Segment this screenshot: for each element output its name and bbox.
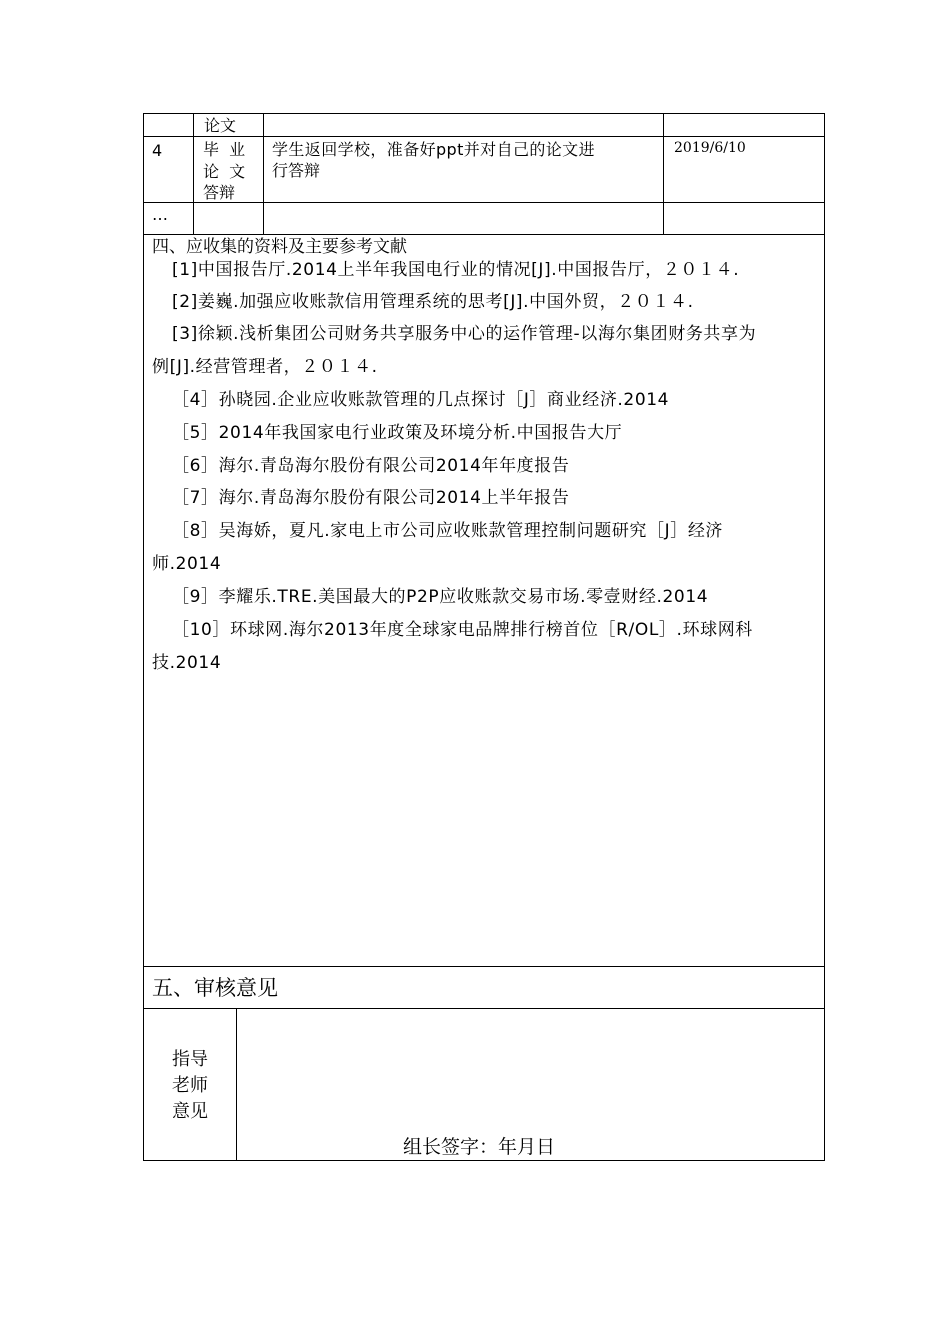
reference-item-continued: 师.2014 bbox=[152, 554, 222, 574]
reference-item: [3]徐颖.浅析集团公司财务共享服务中心的运作管理-以海尔集团财务共享为 bbox=[172, 324, 757, 344]
row-number: 4 bbox=[152, 141, 163, 160]
advisor-label bbox=[166, 1047, 214, 1125]
reference-item: ［10］环球网.海尔2013年度全球家电品牌排行榜首位［R/OL］.环球网科 bbox=[172, 620, 753, 640]
reference-item-continued: 技.2014 bbox=[152, 653, 222, 673]
advisor-label-line: 老师 bbox=[172, 1075, 208, 1096]
reference-item: ［9］李耀乐.TRE.美国最大的P2P应收账款交易市场.零壹财经.2014 bbox=[172, 587, 709, 607]
content-cell-line: 行答辩 bbox=[272, 161, 321, 180]
advisor-label-line: 指导 bbox=[172, 1049, 208, 1070]
signature-line: 组长签字：年月日 bbox=[403, 1136, 556, 1158]
stage-cell-line: 毕 业 bbox=[203, 140, 246, 159]
stage-cell-line: 论 文 bbox=[203, 162, 246, 181]
section-heading: 四、应收集的资料及主要参考文献 bbox=[152, 237, 407, 257]
content-cell-line: 学生返回学校，准备好ppt并对自己的论文进 bbox=[272, 140, 595, 159]
stage-cell-line: 答辩 bbox=[203, 183, 236, 202]
reference-item: ［8］吴海娇，夏凡.家电上市公司应收账款管理控制问题研究［J］经济 bbox=[172, 521, 724, 541]
reference-item: [1]中国报告厅.2014上半年我国电行业的情况[J].中国报告厅，２０１４. bbox=[172, 260, 740, 280]
reference-item: ［4］孙晓园.企业应收账款管理的几点探讨［J］商业经济.2014 bbox=[172, 390, 670, 410]
reference-item: ［6］海尔.青岛海尔股份有限公司2014年年度报告 bbox=[172, 456, 570, 476]
reference-item: ［7］海尔.青岛海尔股份有限公司2014上半年报告 bbox=[172, 488, 570, 508]
date-cell: 2019/6/10 bbox=[674, 140, 746, 156]
reference-item: ［5］2014年我国家电行业政策及环境分析.中国报告大厅 bbox=[172, 423, 623, 443]
reference-item-continued: 例[J].经营管理者，２０１４. bbox=[152, 357, 378, 377]
stage-cell: 论文 bbox=[204, 116, 237, 135]
reference-item: [2]姜巍.加强应收账款信用管理系统的思考[J].中国外贸，２０１４. bbox=[172, 292, 694, 312]
row-number: … bbox=[152, 205, 168, 224]
advisor-label-line: 意见 bbox=[172, 1101, 208, 1122]
section-heading: 五、审核意见 bbox=[152, 976, 278, 1000]
